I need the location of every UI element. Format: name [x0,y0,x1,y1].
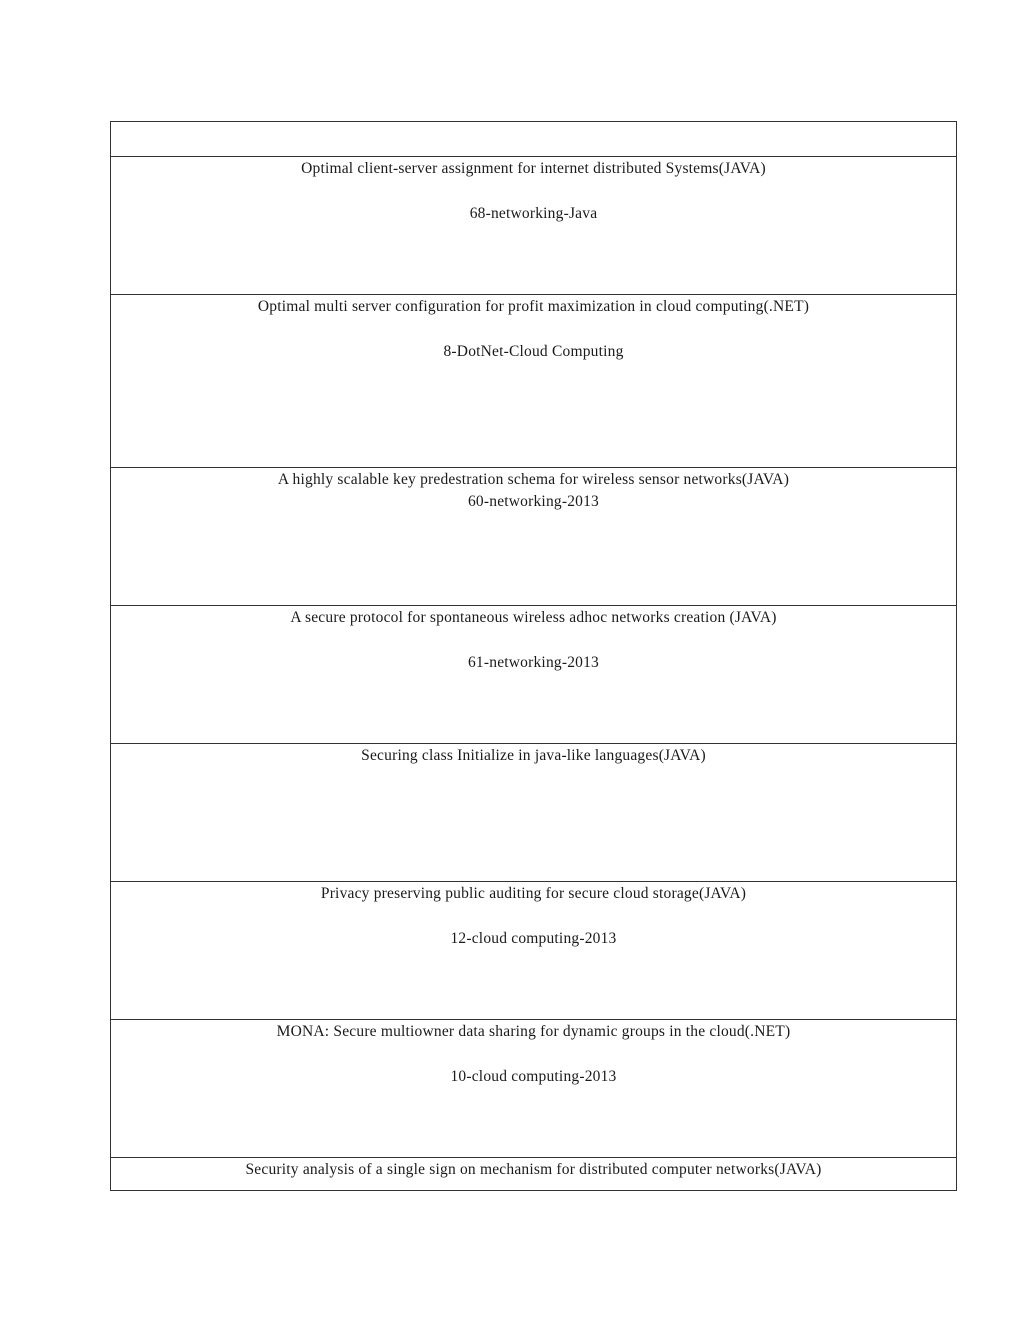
row-title: Securing class Initialize in java-like languages(JAVA) [361,747,706,764]
row-code: 8-DotNet-Cloud Computing [443,343,624,360]
row-code: 12-cloud computing-2013 [450,930,617,947]
row-title: Privacy preserving public auditing for secure cloud storage(JAVA) [320,885,747,902]
table-row [111,605,956,743]
table-row [111,467,956,605]
row-title: MONA: Secure multiowner data sharing for dynamic groups in the cloud(.NET) [276,1023,791,1040]
row-code: 10-cloud computing-2013 [450,1068,617,1085]
row-code: 60-networking-2013 [467,493,600,510]
row-code: 61-networking-2013 [467,654,600,671]
table-row [111,1157,956,1190]
row-title: Security analysis of a single sign on mechanism for distributed computer networks(JAVA) [245,1161,822,1178]
row-code: 68-networking-Java [469,205,598,222]
row-title: A secure protocol for spontaneous wireless adhoc networks creation (JAVA) [290,609,777,626]
row-title [111,122,956,125]
table-row [111,1019,956,1157]
row-title: Optimal multi server configuration for profit maximization in cloud computing(.NET) [257,298,810,315]
table-row [111,881,956,1019]
row-title: A highly scalable key predestration schema for wireless sensor networks(JAVA) [277,471,790,488]
project-list-table [110,121,957,1191]
table-row [111,743,956,881]
table-row [111,294,956,467]
row-title: Optimal client-server assignment for internet distributed Systems(JAVA) [301,160,766,177]
table-row [111,156,956,294]
table-row-empty-header [111,122,956,156]
